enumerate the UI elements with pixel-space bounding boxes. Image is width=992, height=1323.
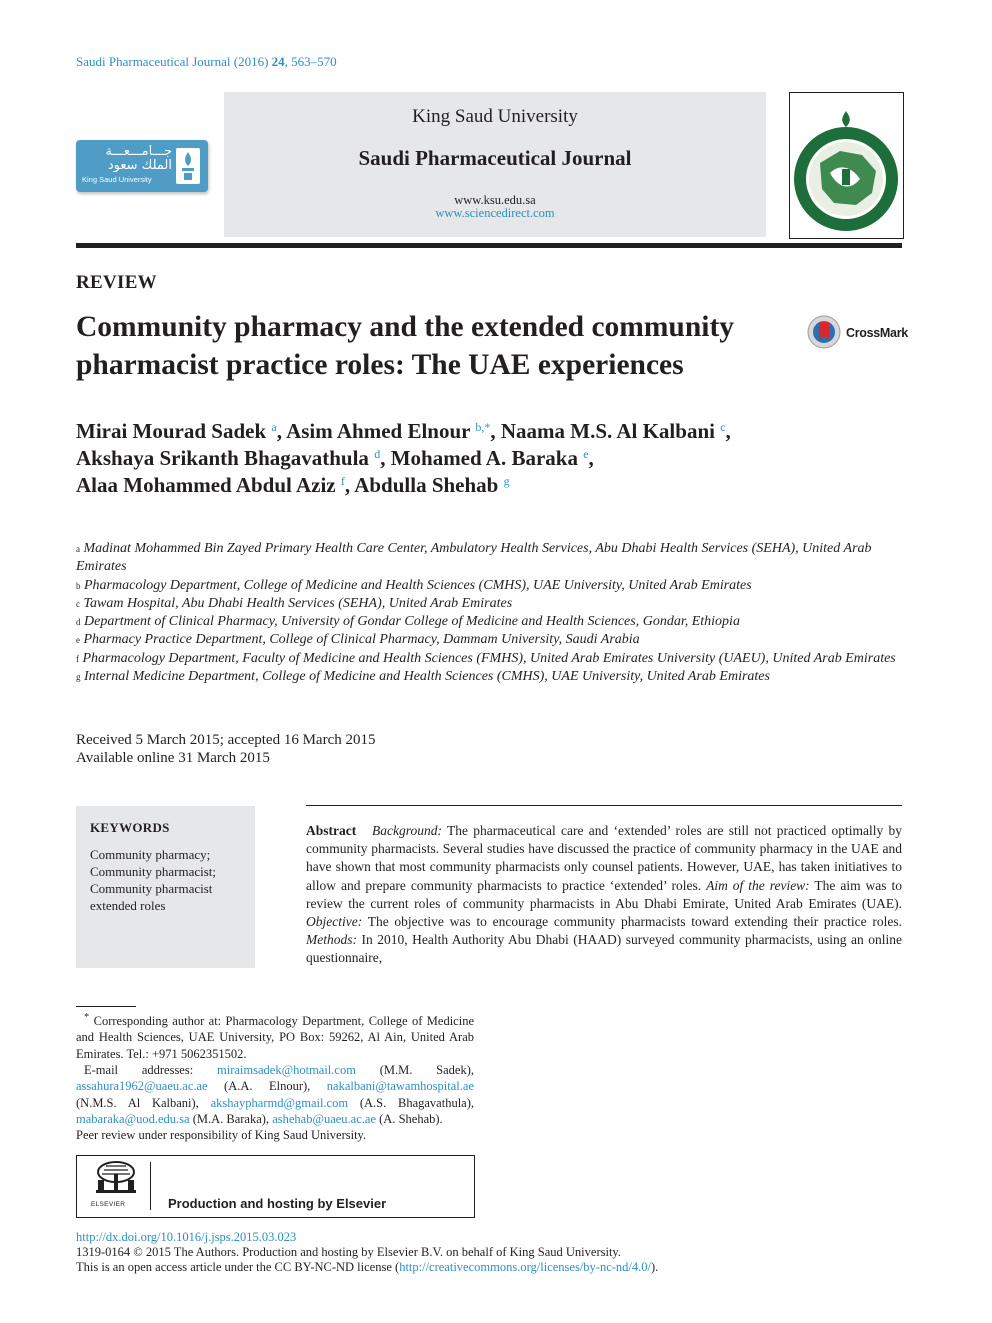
header-rule: [76, 243, 902, 248]
abstract-label: Abstract: [306, 823, 357, 838]
affiliation: $^c$ Tawam Hospital, Abu Dhabi Health Services (SEHA), United Arab Emirates: [76, 595, 513, 611]
affiliation: $^g$ Internal Medicine Department, College of Medicine and Health Sciences (CMHS), UAE University, United Arab Emirates: [76, 669, 770, 685]
keyword: Community pharmacist: [90, 881, 213, 896]
ksu-url[interactable]: www.ksu.edu.sa: [454, 193, 536, 207]
author: Asim Ahmed Elnour $^{b,*}$,: [286, 419, 501, 443]
citation-volume: 24: [271, 54, 285, 69]
license-link[interactable]: http://creativecommons.org/licenses/by-nc-nd/4.0/: [399, 1260, 651, 1274]
university-name: King Saud University: [412, 106, 578, 127]
ksu-emblem-icon: [176, 148, 200, 184]
elsevier-wordmark: ELSEVIER: [91, 1201, 126, 1208]
ksu-logo: [76, 140, 208, 192]
keywords-title: KEYWORDS: [90, 820, 170, 835]
society-seal-frame: [789, 92, 904, 239]
email-label: E-mail addresses:: [84, 1063, 194, 1078]
author: Mirai Mourad Sadek $^a$,: [76, 419, 287, 443]
email-link[interactable]: mabaraka@uod.edu.sa: [76, 1111, 190, 1126]
author-list: [76, 418, 902, 499]
journal-name: Saudi Pharmaceutical Journal: [358, 146, 632, 170]
journal-citation[interactable]: [76, 54, 337, 70]
footnote-rule: [76, 1006, 136, 1007]
affiliation-list: [76, 540, 902, 686]
affiliation: $^e$ Pharmacy Practice Department, College of Clinical Pharmacy, Dammam University, Saudi Arabia: [76, 632, 640, 648]
keywords-list: [90, 846, 216, 914]
ksu-logo-arabic-2: الملك سعود: [107, 158, 172, 173]
crossmark-icon: [806, 314, 842, 350]
email-link[interactable]: assahura1962@uaeu.ac.ae: [76, 1079, 208, 1094]
license-line: This is an open access article under the CC BY-NC-ND license (http://creativecommons.org/licenses/by-nc-nd/4.0/).: [76, 1260, 659, 1274]
author: Naama M.S. Al Kalbani $^c$,: [500, 419, 731, 443]
affiliation: $^a$ Madinat Mohammed Bin Zayed Primary Health Care Center, Ambulatory Health Services, Abu Dhabi Health Services (SEHA), United Arab Emirates: [76, 541, 872, 575]
author: Akshaya Srikanth Bhagavathula $^d$,: [76, 446, 391, 470]
author: Abdulla Shehab $^g$: [354, 473, 510, 497]
keyword: extended roles: [90, 898, 166, 913]
ksu-logo-arabic-1: جـــامـــعـــة: [105, 144, 172, 159]
sciencedirect-url[interactable]: www.sciencedirect.com: [435, 206, 555, 220]
author: Alaa Mohammed Abdul Aziz $^f$,: [76, 473, 355, 497]
affiliation: $^d$ Department of Clinical Pharmacy, University of Gondar College of Medicine and Health Sciences, Gondar, Ethiopia: [76, 614, 740, 630]
available-date: Available online 31 March 2015: [76, 750, 270, 766]
affiliation: $^f$ Pharmacology Department, Faculty of Medicine and Health Sciences (FMHS), United Arab Emirates University (UAEU), United Arab Emirates: [76, 650, 896, 666]
abstract-text: Abstract Background: The pharmaceutical care and ‘extended’ roles are still not practiced optimally by community pharmacists. Several studies have discussed the practice of community pharmacy in the UAE and have shown that most community pharmacists only counsel patients. However, UAE, has taken initiatives to allow and prepare community pharmacists to practice ‘extended’ roles. Aim of the review: The aim was to review the current roles of community pharmacists in Abu Dhabi Emirate, United Arab Emirates (UAE). Objective: The objective was to encourage community pharmacists toward extending their practice roles. Methods: In 2010, Health Authority Abu Dhabi (HAAD) surveyed community pharmacists, using an online questionnaire,: [306, 823, 902, 966]
ksu-logo-english: King Saud University: [82, 175, 152, 184]
citation-pages: , 563–570: [284, 54, 337, 69]
affiliation: $^b$ Pharmacology Department, College of Medicine and Health Sciences (CMHS), UAE University, United Arab Emirates: [76, 577, 752, 593]
keyword: Community pharmacy;: [90, 847, 211, 862]
received-date: Received 5 March 2015; accepted 16 March 2015: [76, 732, 376, 748]
citation-journal: Saudi Pharmaceutical Journal (2016): [76, 54, 269, 69]
publisher-text: Production and hosting by Elsevier: [168, 1196, 387, 1211]
email-link[interactable]: akshaypharmd@gmail.com: [210, 1095, 349, 1110]
email-link[interactable]: nakalbani@tawamhospital.ae: [326, 1079, 474, 1094]
author: Mohamed A. Baraka $^e$,: [390, 446, 594, 470]
article-type: REVIEW: [76, 272, 157, 293]
copyright-line: 1319-0164 © 2015 The Authors. Production and hosting by Elsevier B.V. on behalf of King Saud University.: [76, 1245, 621, 1259]
peer-review-note: Peer review under responsibility of King Saud University.: [76, 1128, 367, 1143]
email-link[interactable]: ashehab@uaeu.ac.ae: [272, 1111, 376, 1126]
saudi-pharmaceutical-society-seal-icon: [790, 93, 903, 238]
corresponding-author: Corresponding author at: Pharmacology Department, College of Medicine and Health Sciences, UAE University, PO Box: 59262, Al Ain, United Arab Emirates. Tel.: +971 5062351502.: [76, 1014, 474, 1061]
crossmark-label[interactable]: CrossMark: [846, 326, 908, 340]
keyword: Community pharmacist;: [90, 864, 217, 879]
article-title: Community pharmacy and the extended community pharmacist practice roles: The UAE experiences: [76, 311, 735, 381]
page-footer: [76, 1230, 902, 1275]
doi-link[interactable]: http://dx.doi.org/10.1016/j.jsps.2015.03.023: [76, 1230, 297, 1244]
article-dates: [76, 731, 375, 767]
abstract-rule: [306, 805, 902, 806]
publisher-divider: [150, 1162, 151, 1210]
email-link[interactable]: miraimsadek@hotmail.com: [217, 1063, 356, 1078]
corresponding-footnote: * Corresponding author at: Pharmacology Department, College of Medicine and Health Sciences, UAE University, PO Box: 59262, Al Ain, United Arab Emirates. Tel.: +971 5062351502. E-mail addresses: miraimsadek@hotmail.com (M.M. Sadek), assahura1962@uaeu.ac.ae (A.A. Elnour), nakalbani@tawamhospital.ae (N.M.S. Al Kalbani), akshaypharmd@gmail.com (A.S. Bhagavathula), mabaraka@uod.edu.sa (M.A. Baraka), ashehab@uaeu.ac.ae (A. Shehab). Peer review under responsibility of King Saud University.: [76, 1012, 475, 1143]
